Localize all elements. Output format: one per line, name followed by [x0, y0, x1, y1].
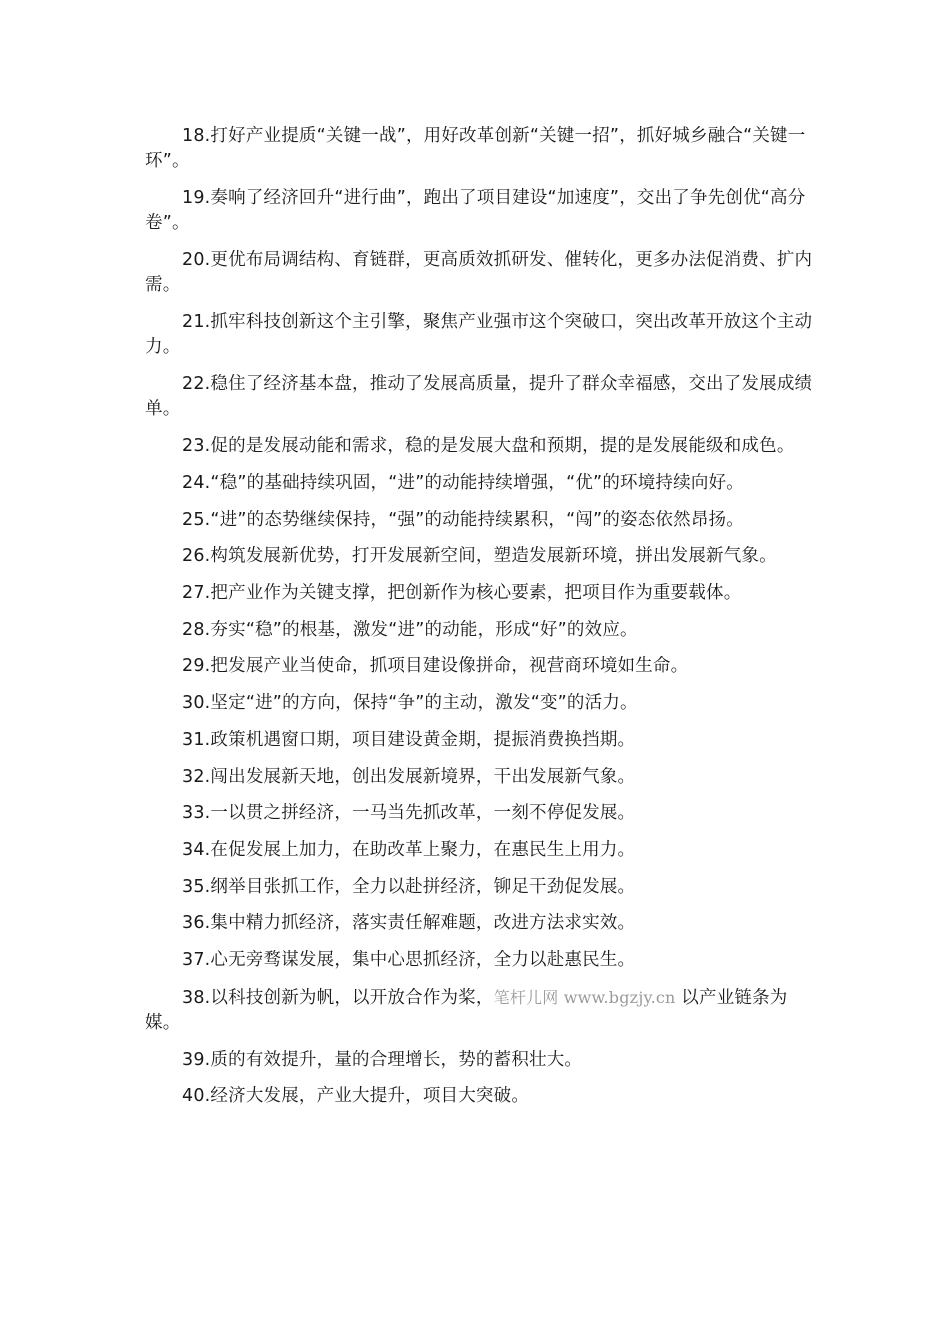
paragraph-39: 39.质的有效提升，量的合理增长，势的蓄积壮大。	[182, 1049, 583, 1070]
paragraph-27: 27.把产业作为关键支撑，把创新作为核心要素，把项目作为重要载体。	[182, 583, 742, 604]
paragraph-40: 40.经济大发展，产业大提升，项目大突破。	[182, 1086, 530, 1107]
document-body	[145, 124, 817, 1121]
paragraph-36: 36.集中精力抓经济，落实责任解难题，改进方法求实效。	[182, 913, 636, 934]
paragraph-29: 29.把发展产业当使命，抓项目建设像拼命，视营商环境如生命。	[182, 656, 689, 677]
watermark: 笔杆儿网 www.bgzjy.cn	[493, 987, 676, 1007]
paragraph-37: 37.心无旁骛谋发展，集中心思抓经济，全力以赴惠民生。	[182, 949, 636, 970]
paragraph-25: 25.“进”的态势继续保持，“强”的动能持续累积，“闯”的姿态依然昂扬。	[182, 509, 744, 530]
paragraph-34: 34.在促发展上加力，在助改革上聚力，在惠民生上用力。	[182, 839, 636, 860]
paragraph-38-text-end: 以产业链条为媒。	[145, 987, 788, 1033]
paragraph-19: 19.奏响了经济回升“进行曲”，跑出了项目建设“加速度”，交出了争先创优“高分卷”。	[145, 188, 806, 233]
paragraph-33: 33.一以贯之拼经济，一马当先抓改革，一刻不停促发展。	[182, 803, 636, 824]
paragraph-20: 20.更优布局调结构、育链群，更高质效抓研发、催转化，更多办法促消费、扩内需。	[145, 250, 813, 295]
paragraph-32: 32.闯出发展新天地，创出发展新境界，干出发展新气象。	[182, 766, 636, 787]
paragraph-24: 24.“稳”的基础持续巩固，“进”的动能持续增强，“优”的环境持续向好。	[182, 473, 744, 493]
paragraph-28: 28.夯实“稳”的根基，激发“进”的动能，形成“好”的效应。	[182, 619, 638, 640]
paragraph-30: 30.坚定“进”的方向，保持“争”的主动，激发“变”的活力。	[182, 693, 638, 714]
paragraph-21: 21.抓牢科技创新这个主引擎，聚焦产业强市这个突破口，突出改革开放这个主动力。	[145, 312, 813, 357]
paragraph-26: 26.构筑发展新优势，打开发展新空间，塑造发展新环境，拼出发展新气象。	[182, 546, 777, 567]
paragraph-38-text-start: 38.以科技创新为帆，以开放合作为桨，	[182, 987, 494, 1008]
paragraph-31: 31.政策机遇窗口期，项目建设黄金期，提振消费换挡期。	[182, 729, 636, 750]
paragraph-35: 35.纲举目张抓工作，全力以赴拼经济，铆足干劲促发展。	[182, 876, 636, 897]
paragraph-22: 22.稳住了经济基本盘，推动了发展高质量，提升了群众幸福感，交出了发展成绩单。	[145, 374, 813, 419]
paragraph-18: 18.打好产业提质“关键一战”，用好改革创新“关键一招”，抓好城乡融合“关键一环”。	[145, 126, 806, 171]
paragraph-23: 23.促的是发展动能和需求，稳的是发展大盘和预期，提的是发展能级和成色。	[182, 436, 795, 456]
paragraph-38	[145, 985, 817, 1036]
